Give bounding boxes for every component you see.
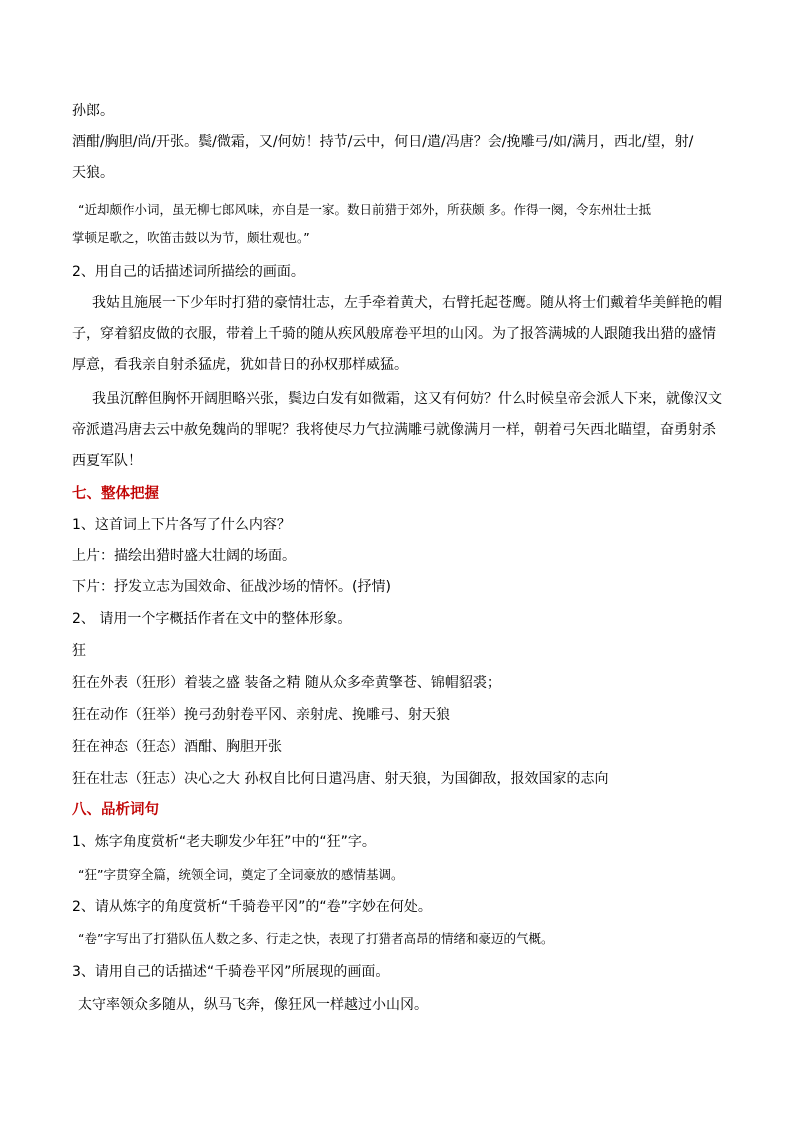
answer-line: 狂在壮志（狂志）决心之大 孙权自比何日遣冯唐、射天狼，为国御敌，报效国家的志向 xyxy=(72,771,609,787)
question-line: 1、炼字角度赏析“老夫聊发少年狂”中的“狂”字。 xyxy=(72,834,376,850)
question-line: 2、请从炼字的角度赏析“千骑卷平冈”的“卷”字妙在何处。 xyxy=(72,899,432,915)
quote-line: 掌顿足歌之，吹笛击鼓以为节，颇壮观也。” xyxy=(72,230,310,245)
answer-line: “狂”字贯穿全篇，统领全词，奠定了全词豪放的感情基调。 xyxy=(78,867,404,882)
answer-line: 我姑且施展一下少年时打猎的豪情壮志，左手牵着黄犬，右臂托起苍鹰。随从将士们戴着华美鲜艳的帽 xyxy=(92,295,722,311)
question-line: 2、 请用一个字概括作者在文中的整体形象。 xyxy=(72,611,352,627)
answer-line: 狂在动作（狂举）挽弓劲射卷平冈、亲射虎、挽雕弓、射天狼 xyxy=(72,707,450,723)
answer-line: 上片：描绘出猎时盛大壮阔的场面。 xyxy=(72,548,296,564)
answer-line: 子，穿着貂皮做的衣服，带着上千骑的随从疾风般席卷平坦的山冈。为了报答满城的人跟随我出猎的盛情 xyxy=(72,326,716,342)
text-line: 天狼。 xyxy=(72,165,114,181)
answer-line: 下片：抒发立志为国效命、征战沙场的情怀。(抒情) xyxy=(72,579,391,595)
answer-line: 厚意，看我亲自射杀猛虎，犹如昔日的孙权那样威猛。 xyxy=(72,357,408,373)
question-line: 1、这首词上下片各写了什么内容？ xyxy=(72,517,291,533)
answer-line: “卷”字写出了打猎队伍人数之多、行走之快，表现了打猎者高昂的情绪和豪迈的气概。 xyxy=(78,931,554,946)
answer-line: 狂在神态（狂态）酒酣、胸胆开张 xyxy=(72,739,282,755)
answer-line: 狂在外表（狂形）着装之盛 装备之精 随从众多牵黄擎苍、锦帽貂裘； xyxy=(72,675,501,691)
question-line: 3、请用自己的话描述“千骑卷平冈”所展现的画面。 xyxy=(72,964,390,980)
answer-line: 狂 xyxy=(72,643,86,659)
quote-line: “近却颇作小词，虽无柳七郎风味，亦自是一家。数日前猎于郊外，所获颇 多。作得一阕，令东州壮士抵 xyxy=(78,202,651,217)
answer-line: 西夏军队！ xyxy=(72,453,142,469)
answer-line: 帝派遣冯唐去云中赦免魏尚的罪呢？我将使尽力气拉满雕弓就像满月一样，朝着弓矢西北瞄望，奋勇射杀 xyxy=(72,422,716,438)
text-line: 酒酣/胸胆/尚/开张。鬓/微霜，又/何妨！持节/云中，何日/遣/冯唐？会/挽雕弓/如/满月，西北/望，射/ xyxy=(72,134,694,150)
text-line: 孙郎。 xyxy=(72,103,114,119)
answer-line: 我虽沉醉但胸怀开阔胆略兴张，鬓边白发有如微霜，这又有何妨？什么时候皇帝会派人下来，就像汉文 xyxy=(92,391,722,407)
question-line: 2、用自己的话描述词所描绘的画面。 xyxy=(72,264,305,280)
answer-line: 太守率领众多随从，纵马飞奔，像狂风一样越过小山冈。 xyxy=(78,997,428,1013)
section-heading: 七、整体把握 xyxy=(72,486,159,502)
section-heading: 八、品析词句 xyxy=(72,802,159,818)
